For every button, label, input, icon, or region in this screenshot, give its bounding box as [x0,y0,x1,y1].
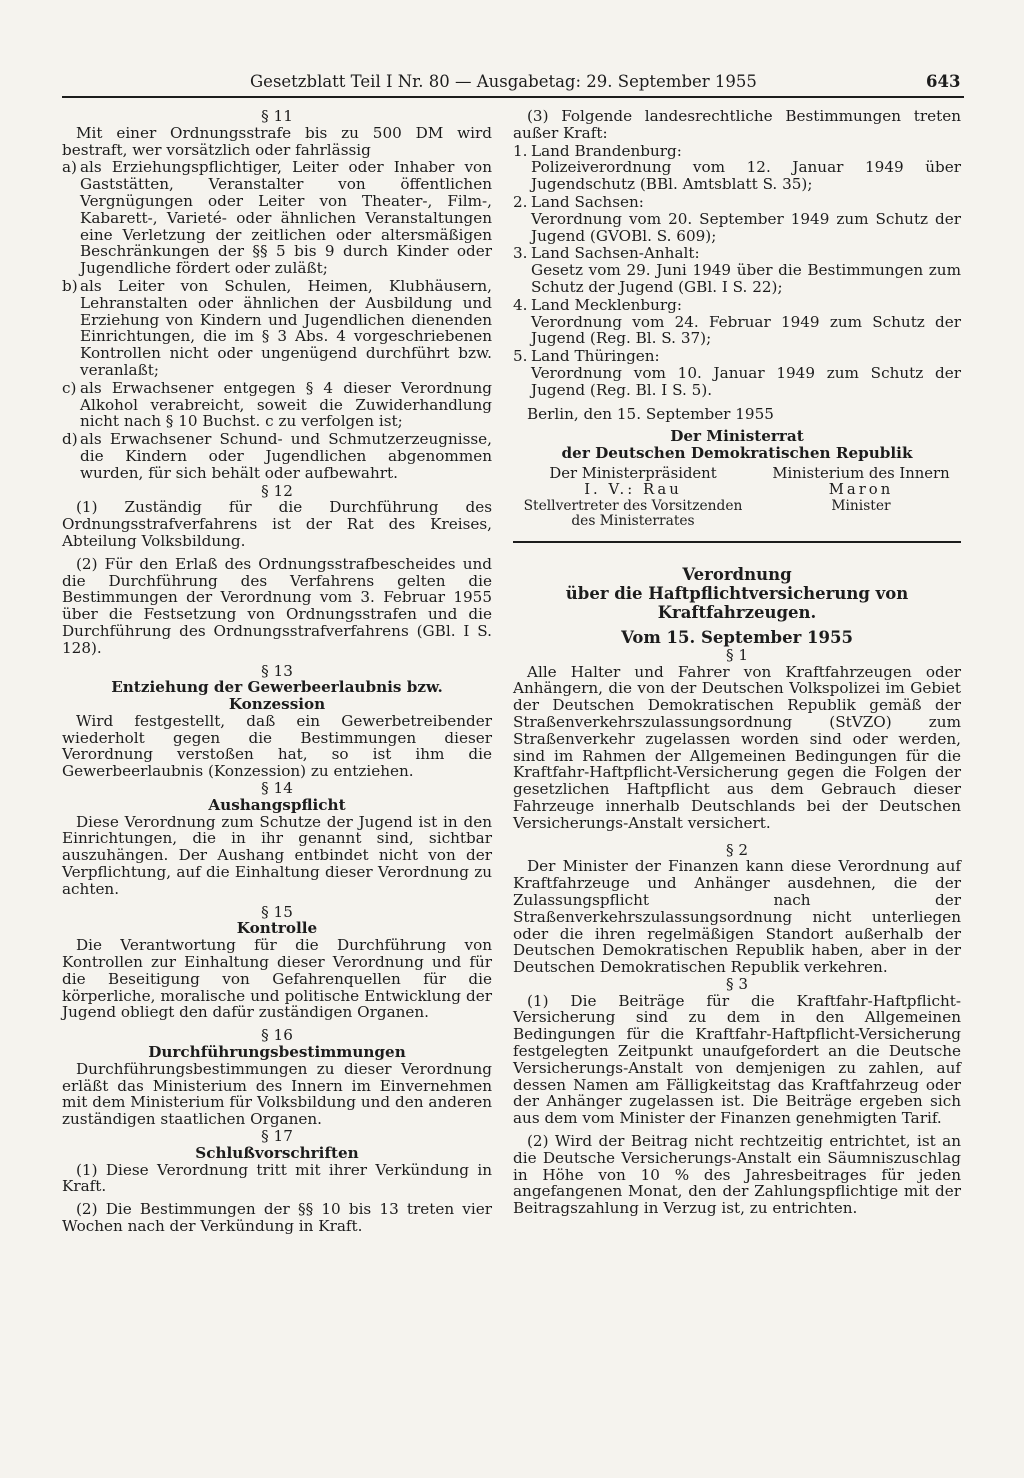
section-heading: § 2 [725,840,749,859]
list-item [62,380,492,430]
paragraph: (3) Folgende landesrechtliche Bestimmungen treten außer Kraft: [513,107,961,142]
land-name: Land Sachsen: [531,192,644,211]
list-item [62,159,492,277]
list-item [513,143,961,193]
section-title: Durchführungsbestimmungen [148,1043,406,1062]
decree-title: über die Haftpflichtversicherung von [565,583,909,603]
signatory-title: Der Ministerpräsident [549,464,717,482]
land-name: Land Thüringen: [531,347,660,366]
paragraph: Der Minister der Finanzen kann diese Verordnung auf Kraftfahrzeuge und Anhänger ausdehnen, die der Zulassungspflicht nach der Straßenverkehrszulassungsordnung nicht unterliegen oder die ihren regelmäßigen Standort außerhalb der Deutschen Demokratischen Republik haben, aber in der Deutschen Demokratischen Republik verkehren. [513,857,961,977]
list-text: Polizeiverordnung vom 12. Januar 1949 über Jugendschutz (BBl. Amtsblatt S. 35); [531,158,961,194]
list-text: Verordnung vom 10. Januar 1949 zum Schutz der Jugend (Reg. Bl. I S. 5). [531,363,961,399]
list-text: als Erwachsener Schund- und Schmutzerzeugnisse, die Kindern oder Jugendlichen abgenommen wurden, für sich behält oder aufbewahrt. [80,430,492,482]
page-number: 643 [926,72,961,91]
authority-line-2: der Deutschen Demokratischen Republik [561,444,913,463]
list-label: 4. [513,295,528,314]
paragraph: (1) Diese Verordnung tritt mit ihrer Verkündung in Kraft. [62,1160,492,1196]
right-column [513,108,961,1217]
header-line: Gesetzblatt Teil I Nr. 80 — Ausgabetag: 29. September 1955 [250,72,757,91]
signature-block [513,466,961,529]
list-label: 5. [513,347,528,366]
section-heading: § 16 [261,1026,293,1045]
section-heading: § 3 [725,974,749,993]
decree-date: Vom 15. September 1955 [621,627,853,647]
list-text: als Erwachsener entgegen § 4 dieser Verordnung Alkohol verabreicht, soweit die Zuwiderhandlung nicht nach § 10 Buchst. c zu verfolgen ist; [80,378,492,431]
land-name: Land Sachsen-Anhalt: [531,244,700,263]
paragraph: Durchführungsbestimmungen zu dieser Verordnung erläßt das Ministerium des Innern im Einvernehmen mit dem Ministerium für Volksbildung und den anderen zuständigen staatlichen Organen. [62,1059,492,1129]
paragraph: Die Verantwortung für die Durchführung von Kontrollen zur Einhaltung dieser Verordnung und für die Beseitigung von Gefahrenquellen für die körperliche, moralische und politische Entwicklung der Jugend obliegt den dafür zuständigen Organen. [62,936,492,1022]
list-text: Verordnung vom 20. September 1949 zum Schutz der Jugend (GVOBl. S. 609); [531,209,961,245]
section-heading: § 15 [261,902,293,921]
list-label: a) [62,158,77,177]
list-text: als Erziehungspflichtiger, Leiter oder Inhaber von Gaststätten, Veranstalter von öffentlichen Vergnügungen oder Leiter von Theater-, Film-, Kabarett-, Varieté- oder ähnlichen Veranstaltungen eine Verletzung der zeitlichen oder altersmäßigen Beschränkungen der §§ 5 bis 9 durch Kinder oder Jugendliche fördert oder zuläßt; [80,158,492,278]
paragraph: (1) Die Beiträge für die Kraftfahr-Haftpflicht-Versicherung sind zu dem in den Allgemeinen Bedingungen für die Kraftfahr-Haftpflicht-Versicherung festgelegten Zeitpunkt unaufgefordert an die Deutsche Versicherungs-Anstalt von demjenigen zu zahlen, auf dessen Namen am Fälligkeitstag das Kraftfahrzeug oder der Anhänger zugelassen ist. Die Beiträge ergeben sich aus dem vom Minister der Finanzen genehmigten Tarif. [513,991,961,1128]
paragraph: (2) Für den Erlaß des Ordnungsstrafbescheides und die Durchführung des Verfahrens gelten die Bestimmungen der Verordnung vom 3. Februar 1955 über die Festsetzung von Ordnungsstrafen und die Durchführung des Ordnungsstrafverfahrens (GBl. I S. 128). [62,554,492,657]
paragraph: (1) Zuständig für die Durchführung des Ordnungsstrafverfahrens ist der Rat des Kreises, Abteilung Volksbildung. [62,498,492,550]
list-label: d) [62,430,78,449]
decree-title: Verordnung [682,564,792,584]
decree-title: Kraftfahrzeugen. [657,602,817,622]
place-date: Berlin, den 15. September 1955 [527,404,774,423]
land-name: Land Brandenburg: [531,141,682,160]
section-title: Entziehung der Gewerbeerlaubnis bzw. Konzession [111,678,443,714]
paragraph: Wird festgestellt, daß ein Gewerbetreibender wiederholt gegen die Bestimmungen dieser Verordnung verstoßen hat, so ist ihm die Gewerbeerlaubnis (Konzession) zu entziehen. [62,711,492,781]
list-item [62,431,492,481]
section-heading: § 11 [261,107,293,125]
header-rule [62,96,964,98]
land-name: Land Mecklenburg: [531,295,682,314]
left-column [62,108,492,1235]
signatory-role: des Ministerrates [571,512,695,529]
signatory-name: I. V.: Rau [584,481,682,499]
page-header [0,72,1024,98]
section-divider [513,541,961,543]
section-title: Schlußvorschriften [195,1143,359,1162]
paragraph: Mit einer Ordnungsstrafe bis zu 500 DM wird bestraft, wer vorsätzlich oder fahrlässig [62,123,492,159]
section-heading: § 1 [725,645,749,664]
signatory-name: Maron [828,481,894,499]
signatory-title: Ministerium des Innern [772,464,950,482]
signatory-role: Stellvertreter des Vorsitzenden [523,497,743,514]
list-label: c) [62,378,77,397]
paragraph: (2) Wird der Beitrag nicht rechtzeitig entrichtet, ist an die Deutsche Versicherungs-Anstalt ein Säumniszuschlag in Höhe von 10 % des Jahresbeitrages für jeden angefangenen Monat, den der Zahlungspflichtige mit der Beitragszahlung in Verzug ist, zu entrichten. [513,1132,961,1218]
paragraph: Alle Halter und Fahrer von Kraftfahrzeugen oder Anhängern, die von der Deutschen Volkspolizei im Gebiet der Deutschen Demokratischen Republik gemäß der Straßenverkehrszulassungsordnung (StVZO) zum Straßenverkehr zugelassen worden sind oder werden, sind im Rahmen der Allgemeinen Bedingungen für die Kraftfahr-Haftpflicht-Versicherung gegen die Folgen der gesetzlichen Haftpflicht aus dem Gebrauch dieser Fahrzeuge innerhalb Deutschlands bei der Deutschen Versicherungs-Anstalt versichert. [513,662,961,832]
paragraph: Diese Verordnung zum Schutze der Jugend ist in den Einrichtungen, die in ihr genannt sind, sichtbar auszuhängen. Der Aushang entbindet nicht von der Verpflichtung, auf die Einhaltung dieser Verordnung zu achten. [62,812,492,898]
authority-line-1: Der Ministerrat [670,427,804,446]
list-text: Verordnung vom 24. Februar 1949 zum Schutz der Jugend (Reg. Bl. S. 37); [531,312,961,348]
list-label: 2. [513,192,528,211]
list-item [513,348,961,398]
list-text: als Leiter von Schulen, Heimen, Klubhäusern, Lehranstalten oder ähnlichen der Ausbildung und Erziehung von Kindern und Jugendlichen dienenden Einrichtungen, die im § 3 Abs. 4 vorgeschriebenen Kontrollen nicht oder ungenügend durchführt bzw. veranlaßt; [80,276,492,379]
list-item [513,194,961,244]
section-heading: § 12 [261,481,293,500]
list-label: b) [62,276,78,295]
paragraph: (2) Die Bestimmungen der §§ 10 bis 13 treten vier Wochen nach der Verkündung in Kraft. [62,1200,492,1235]
section-title: Aushangspflicht [208,795,346,814]
section-heading: § 14 [261,779,293,798]
list-item [513,297,961,347]
signatory-role: Minister [831,497,891,514]
section-heading: § 13 [261,661,293,680]
section-heading: § 17 [261,1127,293,1146]
list-label: 1. [513,141,528,160]
list-text: Gesetz vom 29. Juni 1949 über die Bestimmungen zum Schutz der Jugend (GBl. I S. 22); [531,261,961,296]
section-title: Kontrolle [236,919,318,938]
list-item [513,245,961,295]
list-item [62,278,492,379]
list-label: 3. [513,244,528,263]
